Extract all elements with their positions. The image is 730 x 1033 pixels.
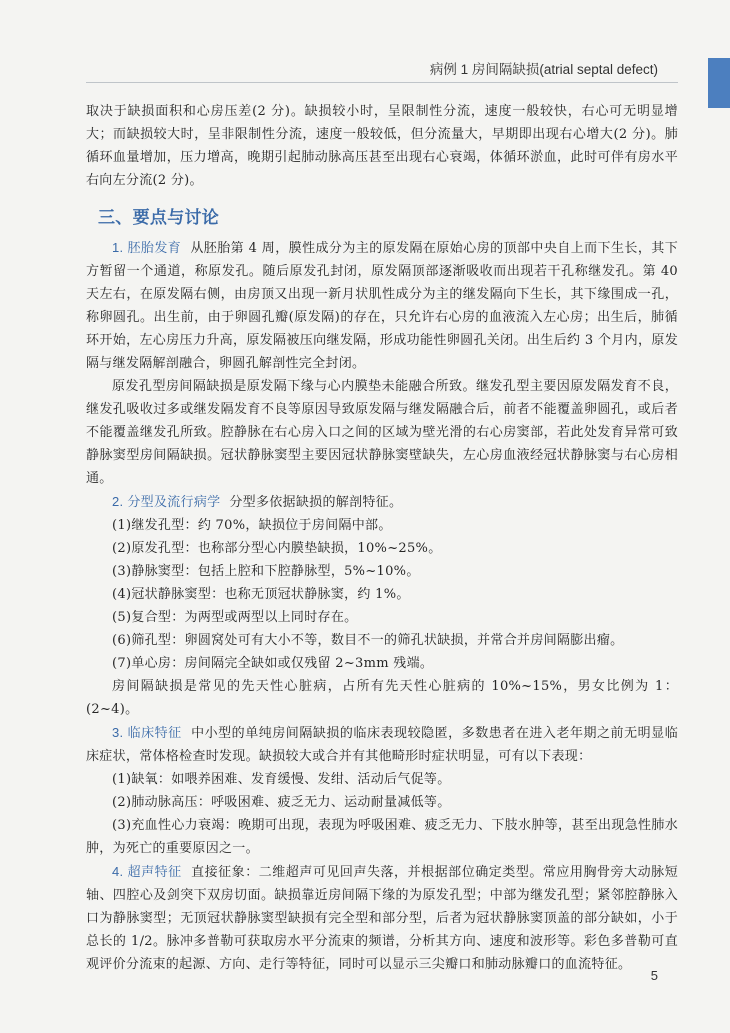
echo-text: 直接征象：二维超声可见回声失落，并根据部位确定类型。常应用胸骨旁大动脉短轴、四腔心及剑突下双房切面。缺损靠近房间隔下缘的为原发孔型；中部为继发孔型；紧邻腔静脉入口为静脉窦型；无顶冠状静脉窦型缺损有完全型和部分型，后者为冠状静脉窦顶盖的部分缺如，小于总长的 1/2。脉冲多普勒可获取房水平分流束的频谱，分析其方向、速度和波形等。彩色多普勒可直观评价分流束的起源、方向、走行等特征，同时可以显示三尖瓣口和肺动脉瓣口的血流特征。	[86, 865, 678, 972]
embryology-paragraph	[86, 236, 678, 375]
subsection-title-classification: 2. 分型及流行病学	[112, 494, 221, 509]
running-header: 病例 1 房间隔缺损(atrial septal defect)	[429, 62, 658, 77]
subsection-title-echo: 4. 超声特征	[112, 864, 182, 879]
type-item: (2)原发孔型：也称部分型心内膜垫缺损，10%~25%。	[112, 541, 442, 556]
header-divider	[86, 82, 678, 83]
intro-paragraph: 取决于缺损面积和心房压差(2 分)。缺损较小时，呈限制性分流，速度一般较快，右心可无明显增大；而缺损较大时，呈非限制性分流，速度一般较低，但分流量大，早期即出现右心增大(2 分)。肺循环血量增加，压力增高，晚期引起肺动脉高压甚至出现右心衰竭，体循环淤血，此时可伴有房水平右向左分流(2 分)。	[86, 104, 678, 188]
type-item: (5)复合型：为两型或两型以上同时存在。	[112, 610, 358, 625]
page-number: 5	[650, 968, 658, 983]
classification-text: 分型多依据缺损的解剖特征。	[229, 495, 403, 510]
epidemiology-paragraph: 房间隔缺损是常见的先天性心脏病，占所有先天性心脏病的 10%~15%，男女比例为 1：(2~4)。	[86, 679, 678, 717]
echo-paragraph	[86, 860, 678, 976]
subsection-title-clinical: 3. 临床特征	[112, 725, 182, 740]
symptom-item: (1)缺氧：如喂养困难、发育缓慢、发绀、活动后气促等。	[112, 772, 451, 787]
type-item: (3)静脉窦型：包括上腔和下腔静脉型，5%~10%。	[112, 564, 420, 579]
type-item: (4)冠状静脉窦型：也称无顶冠状静脉窦，约 1%。	[112, 587, 410, 602]
embryology-paragraph-2: 原发孔型房间隔缺损是原发隔下缘与心内膜垫未能融合所致。继发孔型主要因原发隔发育不良，继发孔吸收过多或继发隔发育不良等原因导致原发隔与继发隔融合后，前者不能覆盖卵圆孔，或后者不能覆盖继发孔所致。腔静脉在右心房入口之间的区域为壁光滑的右心房窦部，若此处发育异常可致静脉窦型房间隔缺损。冠状静脉窦型主要因冠状静脉窦壁缺失，左心房血液经冠状静脉窦与右心房相通。	[86, 379, 678, 486]
embryology-text: 从胚胎第 4 周，膜性成分为主的原发隔在原始心房的顶部中央自上而下生长，其下方暂留一个通道，称原发孔。随后原发孔封闭，原发隔顶部逐渐吸收而出现若干孔称继发孔。第 40 天左右，在原发隔右侧，由房顶又出现一新月状肌性成分为主的继发隔向下生长，其下缘围成一孔，称卵圆孔。出生前，由于卵圆孔瓣(原发隔)的存在，只允许右心房的血液流入左心房；出生后，肺循环开始，左心房压力升高，原发隔被压向继发隔，形成功能性卵圆孔关闭。出生后约 3 个月内，原发隔与继发隔解剖融合，卵圆孔解剖性完全封闭。	[86, 241, 679, 371]
type-item: (7)单心房：房间隔完全缺如或仅残留 2~3mm 残端。	[112, 656, 434, 671]
main-content	[86, 100, 678, 976]
clinical-paragraph	[86, 721, 678, 768]
classification-paragraph	[86, 490, 678, 514]
symptom-item: (2)肺动脉高压：呼吸困难、疲乏无力、运动耐量减低等。	[112, 795, 451, 810]
symptom-item: (3)充血性心力衰竭：晚期可出现，表现为呼吸困难、疲乏无力、下肢水肿等，甚至出现急性肺水肿，为死亡的重要原因之一。	[86, 818, 678, 856]
subsection-title-embryology: 1. 胚胎发育	[112, 240, 182, 255]
type-item: (1)继发孔型：约 70%，缺损位于房间隔中部。	[112, 518, 392, 533]
section-heading: 三、要点与讨论	[98, 208, 220, 228]
chapter-tab	[708, 58, 730, 108]
clinical-text: 中小型的单纯房间隔缺损的临床表现较隐匿，多数患者在进入老年期之前无明显临床症状，常体格检查时发现。缺损较大或合并有其他畸形时症状明显，可有以下表现：	[86, 726, 678, 764]
type-item: (6)筛孔型：卵圆窝处可有大小不等，数目不一的筛孔状缺损，并常合并房间隔膨出瘤。	[112, 633, 624, 648]
